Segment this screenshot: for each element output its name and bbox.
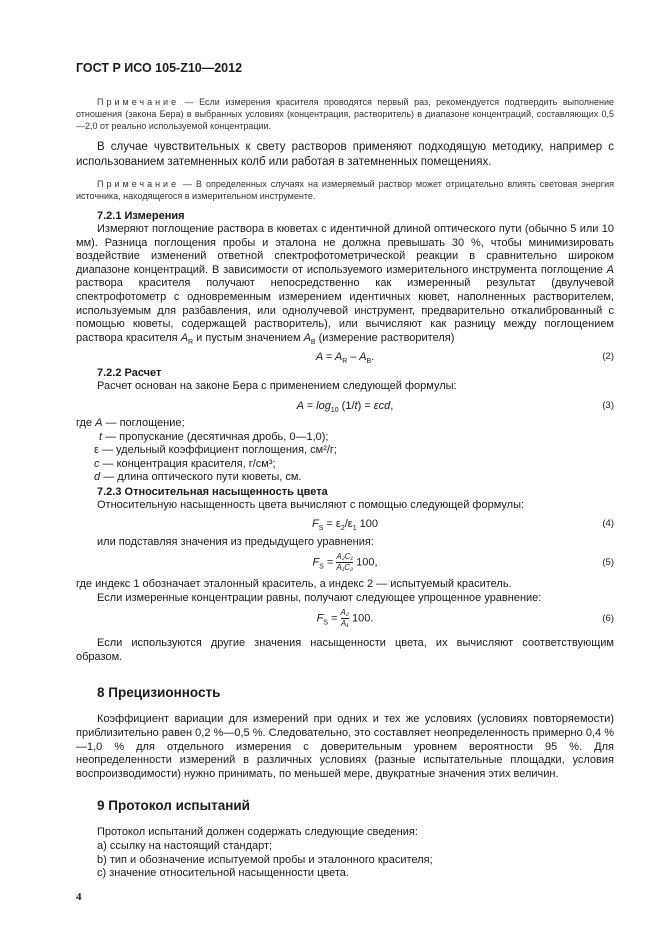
definition-text: — удельный коэффициент поглощения, см²/г;: [98, 444, 337, 457]
eq-part: 100,: [353, 556, 378, 569]
subscript: B: [310, 338, 316, 346]
symbol: t: [99, 430, 103, 443]
eq-sub: S: [323, 619, 328, 627]
symbol: A: [95, 416, 103, 429]
text: (измерение растворителя): [315, 331, 455, 344]
text: Измеряют поглощение раствора в кюветах с идентичной длиной оптического пути (обычно 5 или 10 мм). Разница поглощения пробы и эталона не должна превышать 30 %, чтобы минимизировать воздействие изменений ответной спектрофотометрической реакции в сравнительно широком диапазоне концентраций. В зависимости от используемого измерительного инструмента поглощение: [76, 223, 614, 276]
text: и пустым значением: [193, 331, 304, 344]
section-7-2-2-text: Расчет основан на законе Бера с применением следующей формулы:: [97, 380, 457, 393]
eq-part: A = log: [296, 399, 331, 412]
list-item: c) значение относительной насыщенности цвета.: [97, 867, 349, 880]
fraction: [336, 552, 353, 573]
eq-part: =: [328, 612, 341, 625]
eq-sub: 10: [330, 407, 339, 415]
equation-number: (2): [602, 351, 614, 363]
eq-sub: 2: [340, 524, 345, 532]
section-7-2-3-title: 7.2.3 Относительная насыщенность цвета: [97, 485, 328, 498]
note-label: Примечание: [97, 97, 180, 107]
eq-part: = ε: [323, 517, 341, 530]
fraction: [341, 608, 349, 629]
symbol: c: [94, 457, 100, 470]
section-9-text: Протокол испытаний должен содержать следующие сведения:: [97, 826, 418, 839]
equation-6: [76, 608, 614, 629]
eq-part: F: [311, 517, 319, 530]
eq-part: .: [371, 351, 375, 364]
document-header: ГОСТ Р ИСО 105-Z10—2012: [76, 61, 243, 75]
symbol: A: [180, 331, 189, 344]
section-7-2-1-title: 7.2.1 Измерения: [97, 210, 185, 222]
eq-part: ,: [390, 399, 394, 412]
symbol: A: [303, 331, 311, 344]
equation-number: (6): [602, 613, 614, 625]
eq-part: εcd: [373, 399, 391, 412]
equation-number: (3): [602, 399, 614, 411]
definition-item: [76, 417, 614, 431]
definition-text: — пропускание (десятичная дробь, 0—1,0);: [102, 430, 329, 443]
eq-part: t: [354, 399, 358, 412]
equation-4: [76, 516, 614, 532]
substitution-text: или подставляя значения из предыдущего уравнения:: [97, 535, 374, 548]
eq-sub: 1: [352, 524, 357, 532]
paragraph-light-sensitive: В случае чувствительных к свету растворов применяют подходящую методику, например с использованием затемненных колб или работая в затемненных помещениях.: [76, 141, 614, 168]
list-item: b) тип и обозначение испытуемой пробы и эталонного красителя;: [97, 853, 433, 866]
eq-sub: S: [318, 524, 324, 532]
symbol: A: [606, 263, 614, 276]
eq-part: – A: [347, 351, 367, 364]
eq-part: 100.: [348, 612, 374, 625]
denominator: A₁: [340, 619, 349, 629]
symbol: d: [94, 471, 101, 484]
where-label: где: [76, 416, 93, 429]
subscript: R: [188, 338, 194, 346]
section-7-2-3-text: Относительную насыщенность цвета вычисляют с помощью следующей формулы:: [97, 498, 525, 511]
eq-part: F: [312, 556, 320, 569]
equation-5: [76, 552, 614, 573]
note-2: [76, 178, 614, 202]
equation-number: (4): [602, 517, 614, 529]
note-text: — Если измерения красителя проводятся первый раз, рекомендуется подтвердить выполнение отношения (закона Бера) в выбранных условиях (концентрация, растворитель) в диапазоне концентраций, составляющих 0,5—2,0 от реально используемой концентрации.: [76, 97, 614, 131]
section-7-2-1-text: [76, 223, 614, 345]
numerator: A₂C₁: [336, 552, 354, 562]
symbol: ε: [94, 444, 99, 457]
equation-2: [76, 349, 614, 365]
eq-part: ) =: [357, 399, 374, 412]
definition-item: [76, 458, 614, 472]
eq-sub: B: [366, 358, 372, 366]
text: раствора красителя получают непосредственно как измеренный результат (двулучевой спектрофотометр с одновременным измерением идентичных кювет, наполненных растворителем, используемым для разбавления, или однолучевой инструмент, предварительно откалиброванный с помощью кюветы, содержащей растворитель), или вычисляют как разницу между поглощением раствора красителя: [76, 277, 614, 344]
section-8-text: Коэффициент вариации для измерений при одних и тех же условиях (условиях повторяемости) приблизительно равен 0,2 %—0,5 %. Следовательно, это составляет неопределенность примерно 0,4 %—1,0 % для отдельного измерения с доверительным уровнем вероятности 95 %. Для неопределенности измерений в различных условиях (разные испытательные площадки, условия воспроизводимости) нужно принимать, по меньшей мере, двукратные значения этих величин.: [76, 713, 614, 780]
eq-sub: R: [342, 358, 348, 366]
other-values-text: Если используются другие значения насыщенности цвета, их вычисляют соответствующим образом.: [76, 637, 614, 663]
definition-item: [76, 444, 614, 458]
definition-item: [76, 431, 614, 445]
eq-part: =: [323, 556, 337, 569]
eq-part: 100: [356, 517, 379, 530]
definition-item: [76, 471, 614, 485]
definition-text: — поглощение;: [102, 416, 185, 429]
equation-number: (5): [602, 557, 614, 569]
equal-concentrations-text: Если измеренные концентрации равны, получают следующее упрощенное уравнение:: [97, 591, 542, 604]
eq-part: (1/: [338, 399, 355, 412]
note-1: [76, 96, 614, 132]
definition-text: — длина оптического пути кюветы, см.: [100, 471, 302, 484]
document-page: [76, 0, 614, 944]
note-text: — В определенных случаях на измеряемый раствор может отрицательно влиять световая энергия источника, находящегося в измерительном инструменте.: [76, 179, 614, 201]
section-8-title: 8 Прецизионность: [97, 685, 221, 701]
definitions: [76, 417, 614, 485]
eq-part: F: [316, 612, 324, 625]
eq-part: /ε: [344, 517, 353, 530]
equation-3: [76, 398, 614, 414]
numerator: A₂: [340, 608, 349, 618]
definition-text: — концентрация красителя, г/см³;: [99, 457, 276, 470]
page-number: 4: [76, 890, 82, 903]
section-7-2-2-title: 7.2.2 Расчет: [97, 367, 162, 380]
index-text: где индекс 1 обозначает эталонный краситель, а индекс 2 — испытуемый краситель.: [76, 578, 512, 591]
list-item: a) ссылку на настоящий стандарт;: [97, 840, 273, 853]
eq-sub: S: [319, 563, 324, 571]
denominator: A₁C₂: [336, 563, 354, 573]
section-9-title: 9 Протокол испытаний: [97, 798, 250, 814]
eq-part: A = A: [315, 351, 343, 364]
note-label: Примечание: [97, 179, 180, 189]
